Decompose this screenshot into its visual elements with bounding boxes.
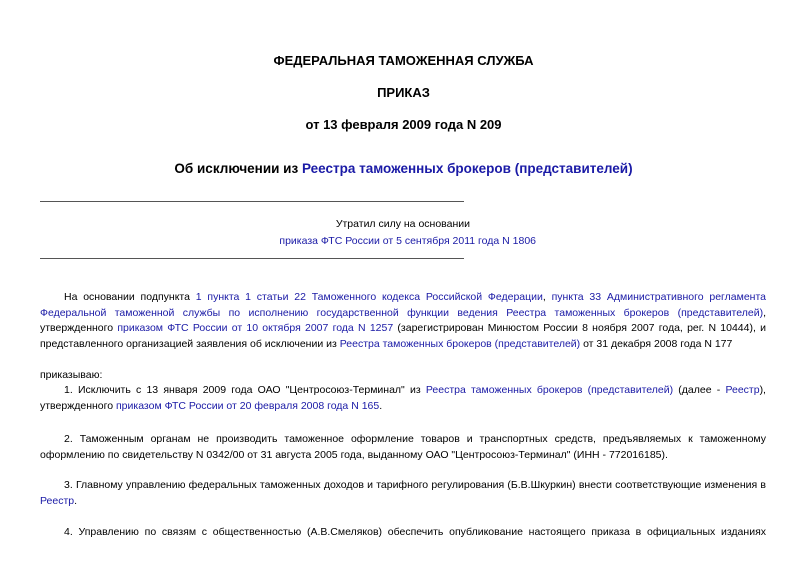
status-note-line: Утратил силу на основании [335, 218, 470, 230]
document-title [0, 161, 807, 177]
item-1-text-2: (далее - [673, 384, 726, 396]
document-type: ПРИКАЗ [377, 85, 430, 100]
order-165-link[interactable]: приказом ФТС России от 20 февраля 2008 года N 165 [115, 399, 380, 412]
preamble-text-1: На основании подпункта [64, 291, 196, 303]
preamble-text-2: , [542, 291, 552, 303]
item-1-text-1: 1. Исключить с 13 января 2009 года ОАО "Центросоюз-Терминал" из [64, 384, 426, 396]
preamble-registry-link[interactable]: Реестра таможенных брокеров (представителей) [339, 337, 581, 350]
preamble-text-3: , утвержденного [40, 306, 766, 334]
title-prefix: Об исключении из [174, 161, 302, 176]
agency-name: ФЕДЕРАЛЬНАЯ ТАМОЖЕННАЯ СЛУЖБА [273, 53, 534, 68]
customs-code-link[interactable]: 1 пункта 1 статьи 22 Таможенного кодекса Российской Федерации [195, 291, 543, 303]
item-3-paragraph [40, 478, 766, 509]
item-3-text-1: 3. Главному управлению федеральных таможенных доходов и тарифного регулирования (Б.В.Шкуркин) внести соответствующие изменения в [64, 479, 766, 491]
item-3-registry-link[interactable]: Реестр [40, 494, 75, 507]
preamble-paragraph [40, 290, 766, 352]
order-word: приказываю: [40, 369, 103, 381]
status-note-link-line [40, 234, 536, 248]
item-1-registry-short-link[interactable]: Реестр [725, 384, 760, 396]
admin-regulation-link[interactable]: пункта 33 Административного регламента Федеральной таможенной службы по исполнению государственной функции ведения Реестра таможенных брокеров (представителей) [40, 291, 766, 319]
item-4-paragraph: 4. Управлению по связям с общественностью (А.В.Смеляков) обеспечить опубликование настоящего приказа в официальных изданиях [64, 526, 766, 538]
repeal-order-link[interactable]: приказа ФТС России от 5 сентября 2011 года N 1806 [279, 235, 536, 247]
item-3-text-2: . [74, 494, 78, 507]
bottom-divider [40, 258, 464, 259]
preamble-text-4: (зарегистрирован Минюстом России 8 ноября 2007 года, рег. N 10444), и представленного организацией заявления об исключении из [40, 322, 766, 350]
title-registry-link[interactable]: Реестра таможенных брокеров (представителей) [301, 161, 633, 176]
order-1257-link[interactable]: приказом ФТС России от 10 октября 2007 года N 1257 [117, 322, 394, 334]
item-2-paragraph: 2. Таможенным органам не производить таможенное оформление товаров и транспортных средств, предъявляемых к таможенному оформлению по свидетельству N 0342/00 от 31 августа 2005 года, выданному ОАО "Центросоюз-Терминал" (ИНН - 772016185). [40, 433, 766, 461]
item-1-text-3: ), утвержденного [40, 384, 766, 412]
item-1-registry-link[interactable]: Реестра таможенных брокеров (представителей) [425, 384, 674, 396]
document-date-number: от 13 февраля 2009 года N 209 [305, 117, 502, 132]
item-1-paragraph [40, 383, 766, 414]
top-divider [40, 201, 464, 202]
item-1-text-4: . [379, 399, 383, 412]
preamble-text-5: от 31 декабря 2008 года N 177 [580, 337, 733, 350]
